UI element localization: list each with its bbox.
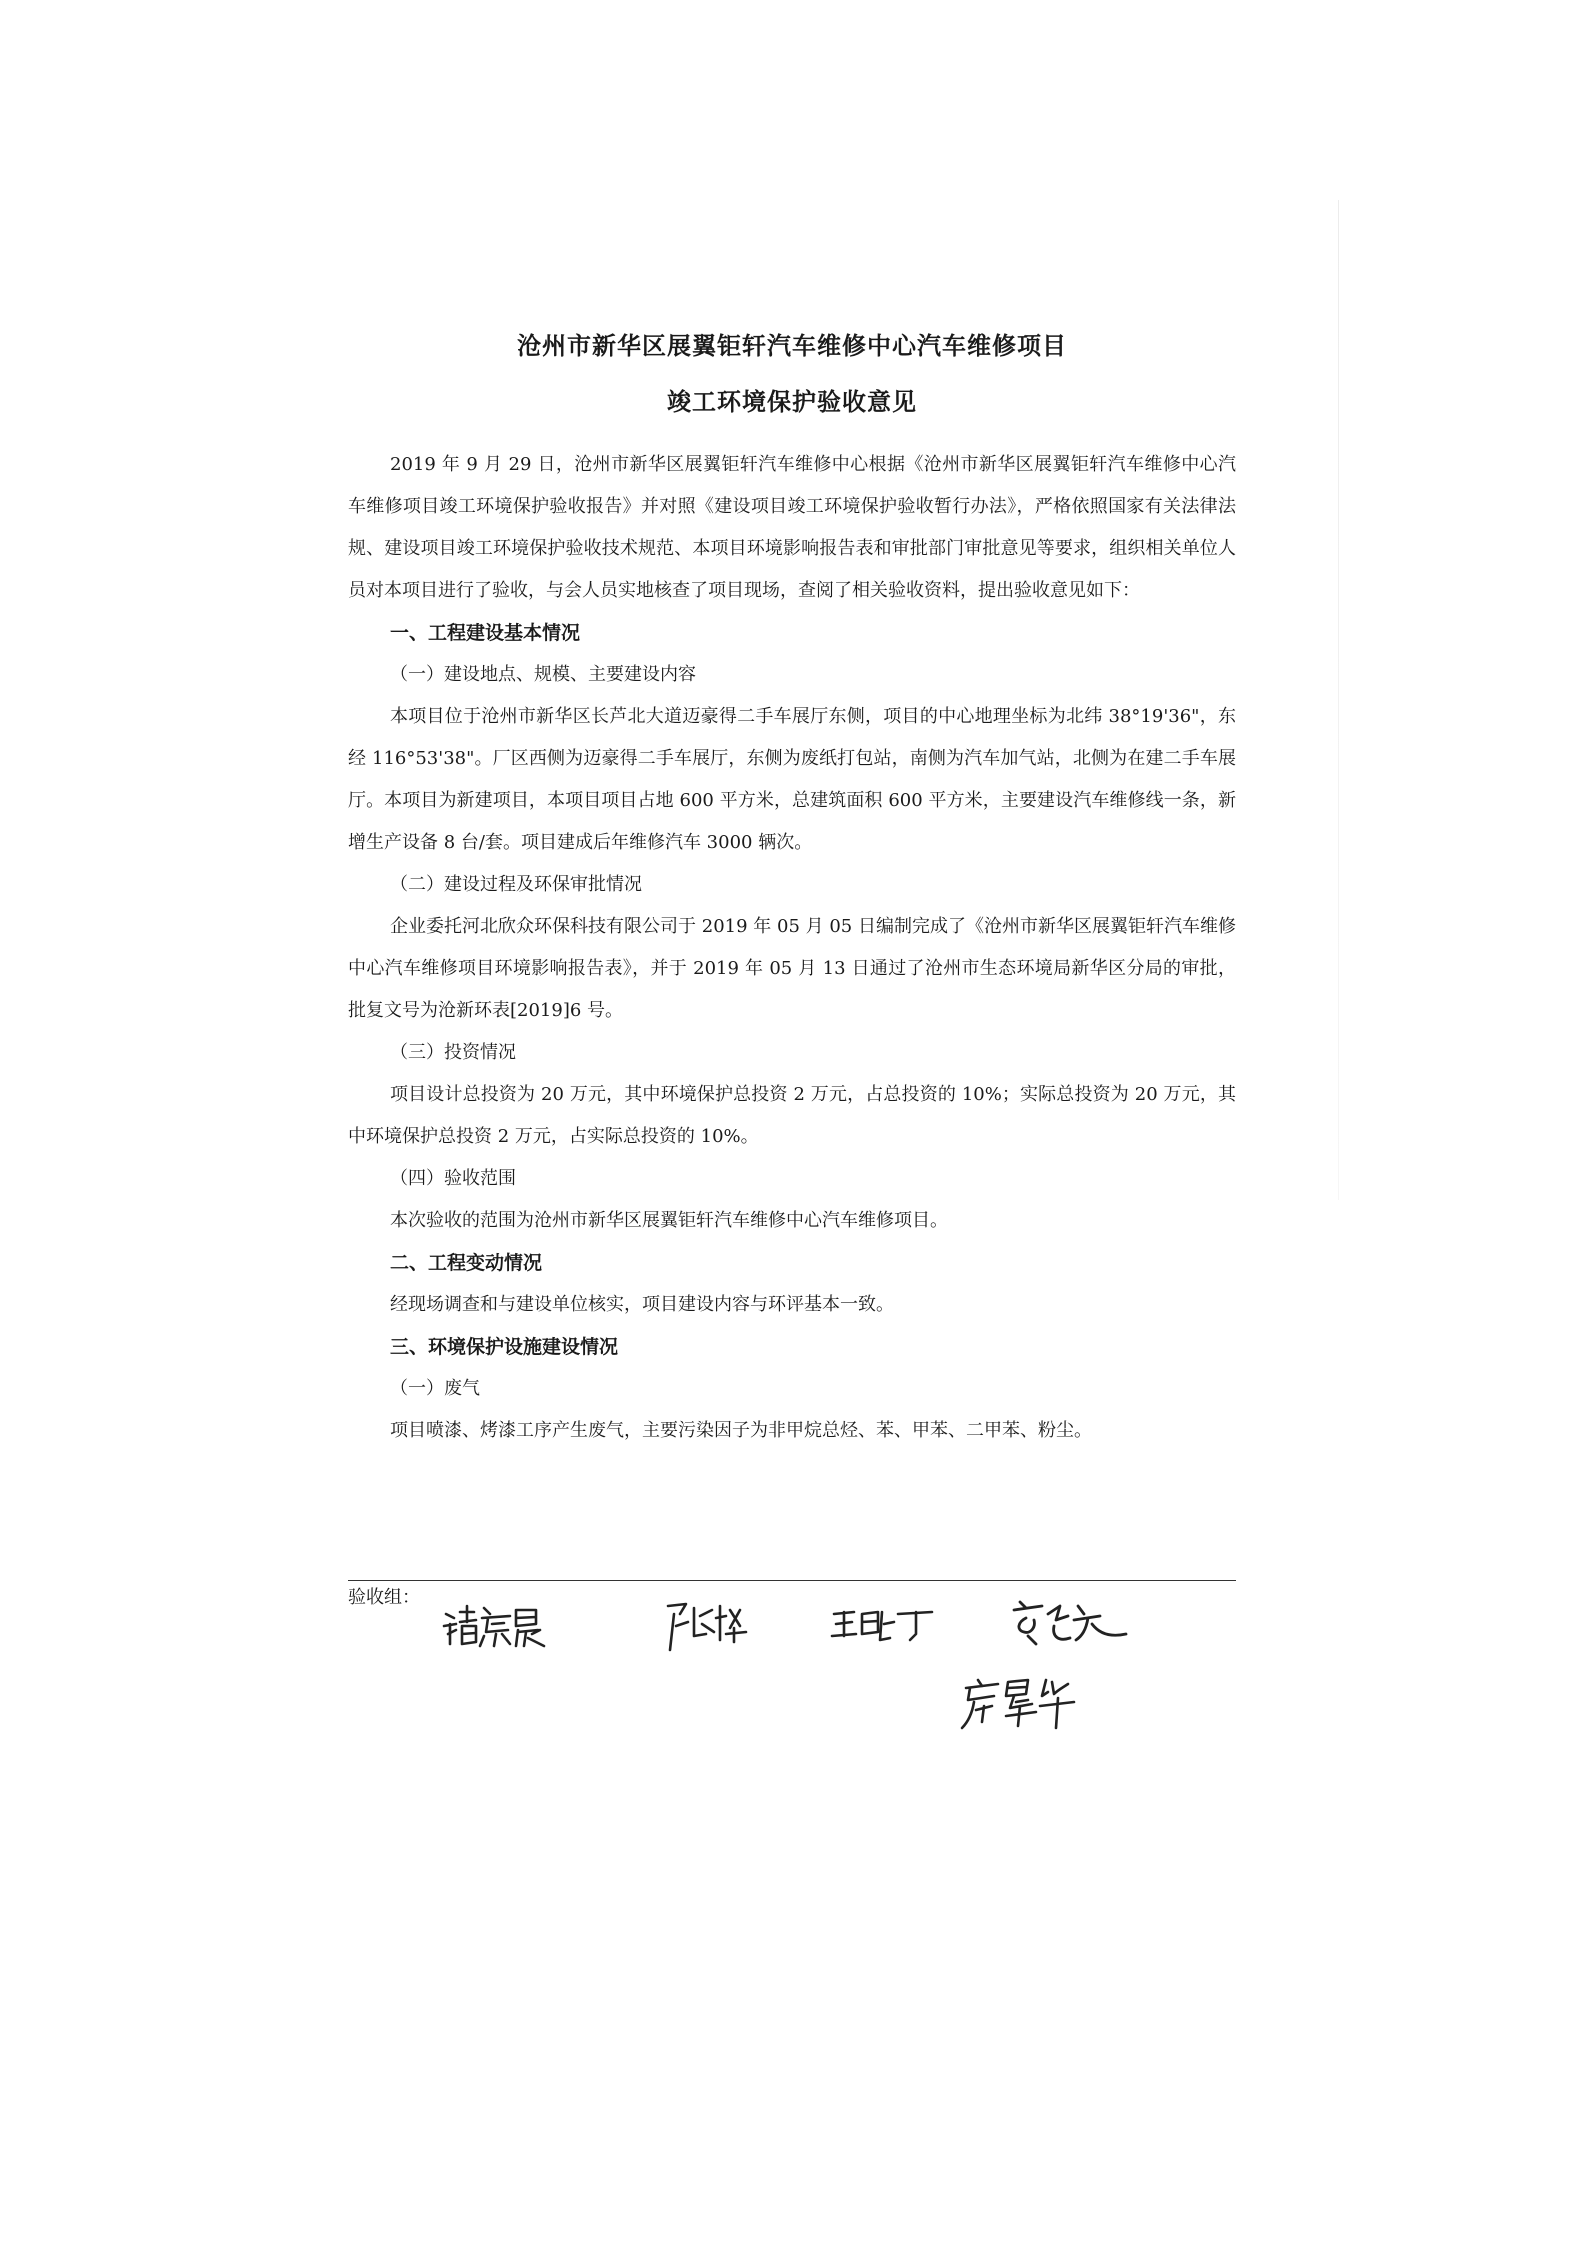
section-3-sub-1-text: 项目喷漆、烤漆工序产生废气，主要污染因子为非甲烷总烃、苯、甲苯、二甲苯、粉尘。 — [390, 1420, 1092, 1441]
section-3-heading: 三、环境保护设施建设情况 — [390, 1336, 619, 1358]
section-1-sub-3-heading: （三）投资情况 — [390, 1042, 516, 1063]
scan-edge-shadow — [1338, 200, 1339, 1200]
section-1-sub-4-heading: （四）验收范围 — [390, 1168, 516, 1189]
signature-5 — [958, 1672, 1088, 1732]
document-title-line-1: 沧州市新华区展翼钜轩汽车维修中心汽车维修项目 — [517, 332, 1067, 360]
signature-divider — [348, 1580, 1236, 1581]
signature-2 — [660, 1596, 760, 1656]
signature-3 — [828, 1604, 938, 1648]
signature-label: 验收组： — [348, 1587, 420, 1608]
section-1-sub-3-text: 项目设计总投资为 20 万元，其中环境保护总投资 2 万元，占总投资的 10%；实际总投资为 20 万元，其中环境保护总投资 2 万元，占实际总投资的 10%。 — [348, 1084, 1236, 1147]
section-1-heading: 一、工程建设基本情况 — [390, 622, 581, 644]
section-1-sub-1-text: 本项目位于沧州市新华区长芦北大道迈豪得二手车展厅东侧，项目的中心地理坐标为北纬 38°19'36"，东经 116°53'38"。厂区西侧为迈豪得二手车展厅，东侧为废纸打包站，南侧为汽车加气站，北侧为在建二手车展厅。本项目为新建项目，本项目项目占地 600 平方米，总建筑面积 600 平方米，主要建设汽车维修线一条，新增生产设备 8 台/套。项目建成后年维修汽车 3000 辆次。 — [348, 706, 1236, 853]
section-1-sub-2-text: 企业委托河北欣众环保科技有限公司于 2019 年 05 月 05 日编制完成了《沧州市新华区展翼钜轩汽车维修中心汽车维修项目环境影响报告表》，并于 2019 年 05 月 13 日通过了沧州市生态环境局新华区分局的审批，批复文号为沧新环表[2019]6 号。 — [348, 916, 1236, 1021]
document-body — [348, 318, 1236, 1452]
section-2-heading: 二、工程变动情况 — [390, 1252, 543, 1274]
section-1-sub-2-heading: （二）建设过程及环保审批情况 — [390, 874, 642, 895]
section-2-text: 经现场调查和与建设单位核实，项目建设内容与环评基本一致。 — [390, 1294, 894, 1315]
section-1-sub-1-heading: （一）建设地点、规模、主要建设内容 — [390, 664, 696, 685]
signature-1 — [440, 1602, 550, 1652]
section-3-sub-1-heading: （一）废气 — [390, 1378, 480, 1399]
signature-4 — [1008, 1596, 1138, 1652]
section-1-sub-4-text: 本次验收的范围为沧州市新华区展翼钜轩汽车维修中心汽车维修项目。 — [390, 1210, 948, 1231]
intro-paragraph: 2019 年 9 月 29 日，沧州市新华区展翼钜轩汽车维修中心根据《沧州市新华区展翼钜轩汽车维修中心汽车维修项目竣工环境保护验收报告》并对照《建设项目竣工环境保护验收暂行办法》，严格依照国家有关法律法规、建设项目竣工环境保护验收技术规范、本项目环境影响报告表和审批部门审批意见等要求，组织相关单位人员对本项目进行了验收，与会人员实地核查了项目现场，查阅了相关验收资料，提出验收意见如下： — [348, 454, 1236, 601]
document-title-line-2: 竣工环境保护验收意见 — [667, 388, 917, 416]
